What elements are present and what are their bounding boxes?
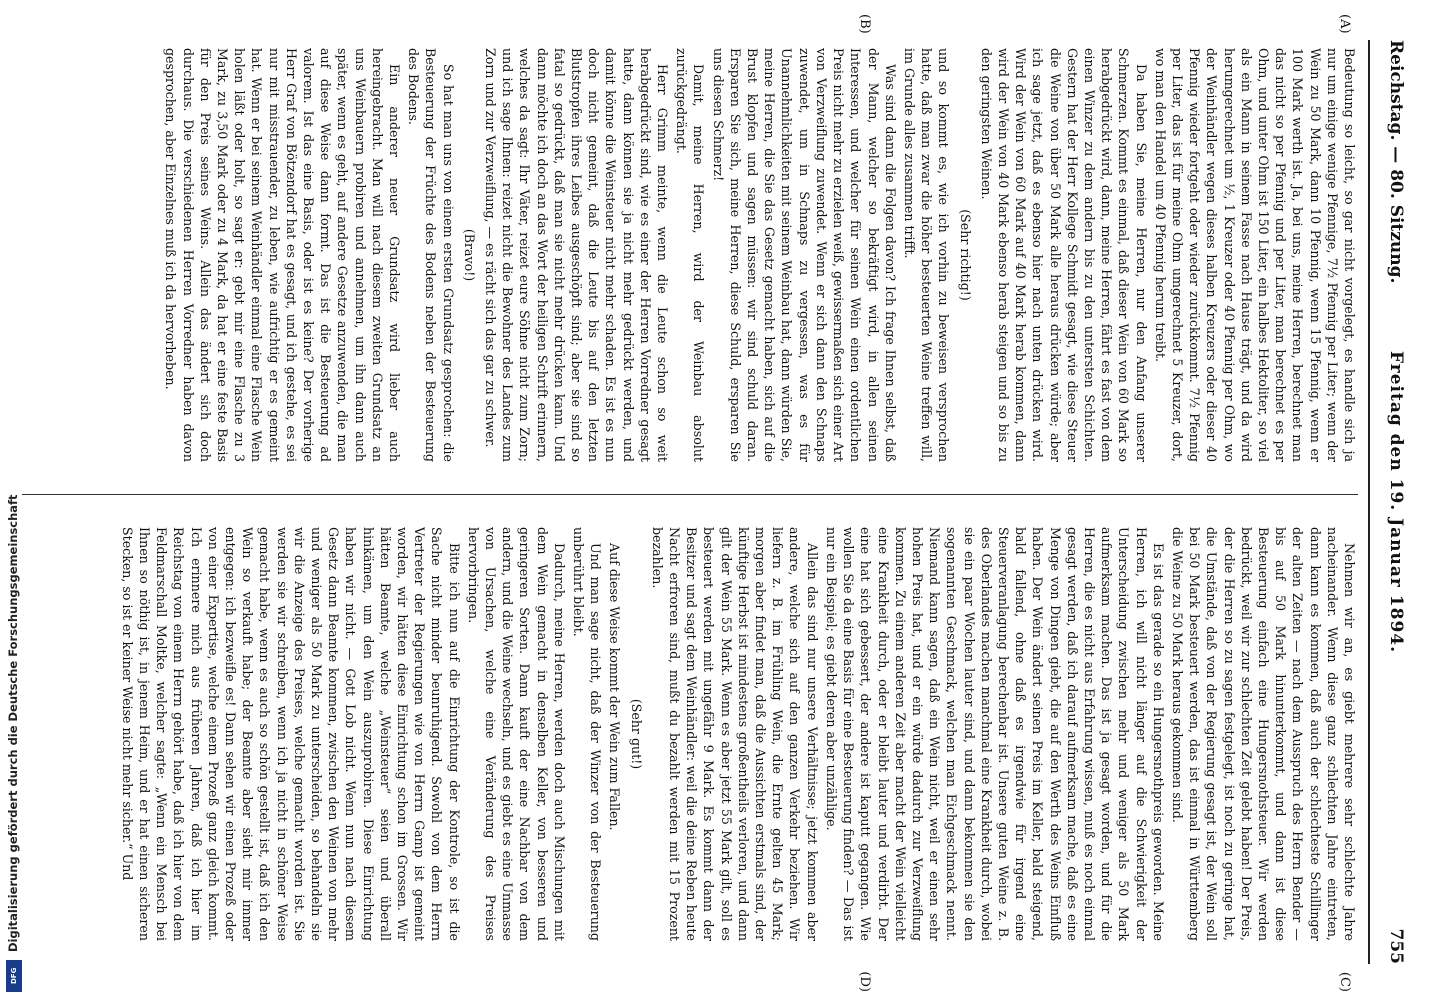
footer-credit: Digitalisierung gefördert durch die Deutsche Forschungsgemeinschaft <box>6 494 20 952</box>
interjection: (Bravo!) <box>461 228 477 282</box>
dfg-logo: DFG <box>6 960 22 992</box>
paragraph: Was sind dann die Folgen davon? Ich frage Ihnen selbst, daß der Mann, welcher so bekräftigt wird, in allen seinen Interessen, und welcher für seinen Wein einen ordentlichen Preis nicht mehr zu erzielen weiß, gewissermaßen sich einer Art von Verzweiflung zuwendet. Wenn er sich dann den Schnaps zuwendet, um in Schnaps zu vergessen, was es für Unannehmlichkeiten mit seinem Weinbau hat, dann würden Sie, meine Herren, die Sie das Gesetz gemacht haben, sich auf die Brust klopfen und sagen müssen: wir sind schuld daran. Ersparen Sie sich, meine Herren, diese Schuld, ersparen Sie uns diesen Schmerz! <box>710 48 898 462</box>
paragraph: Auf diese Weise kommt der Wein zum Fallen. <box>607 543 623 831</box>
paragraph: So hat man uns von einem ersten Grundsatz gesprochen: die Besteuerung der Früchte des Bodens neben der Besteuerung des Bodens. <box>406 48 456 462</box>
paragraph: Nehmen wir an, es giebt mehrere sehr schlechte Jahre nacheinander. Wenn diese ganz schlechten Jahre eintreten, dann kann es kommen, daß auch der schlechteste Schillinger der alten Zeiten — nach dem Ausspruch des Herrn Bender — bis auf 50 Mark hinunterkommt, und dann ist diese Besteuerung einfach eine Hungersnothsteuer. Wir werden bedrückt, weil wir zur schlechten Zeit gelebt haben! Der Preis, der die Herren so zu sagen festgelegt, ist noch zu geringe hat, die Umstände, daß von der Regierung gesagt ist, der Wein soll bei 50 Mark besteuert werden, das ist einmal in Württemberg die Weine zu 50 Mark heraus gekommen sind. <box>1169 527 1357 941</box>
paragraph: Herr Grimm meinte, wenn die Leute schon so weit herabgedrückt sind, wie es einer der Herren Vorredner gesagt hatte, dann können sie ja nicht mehr gedrückt werden, und damit könne die Weinsteuer nicht mehr schaden. Es ist es nun doch nicht gemeint, daß die Leute bis auf den letzten Blutstropfen ihres Leibes ausgeschöpft sind; aber sie sind so fatal so gedrückt, daß man sie nicht mehr drücken kann. Und dann möchte ich doch an das Wort der heiligen Schrift erinnern, welches da sagt: Ihr Väter, reizet eure Söhne nicht zum Zorn; und ich sage Ihnen: reizet nicht die Bewohner des Landes zum Zorn und zur Verzweiflung, — es rächt sich das gar zu schwer. <box>483 48 671 462</box>
paragraph: Ein anderer neuer Grundsatz wird lieber auch hereingebracht. Man will nach diesem zweiten Grundsatz an uns Weinbauern probiren und annehmen, um ihn dann auch später, wenn es geht, auf andere Gesetze anzuwenden, die man auf diese Weise dann formt. Das ist die Besteuerung ad valorem. Ist das eine Basis, oder ist es keine? Der vorherige Herr Graf von Bötzendorf hat es gesagt, und ich gestehe, es sei nur mit misstrauender, zu leben, wie aufrichtig er es gemeint hat. Wenn er bei seinem Weinhändler einmal eine Flasche Wein holen läßt oder holt, so sagt er: gebt mir eine Flasche zu 3 Mark, zu 3,50 Mark oder zu 4 Mark, da hat er eine feste Basis für den Preis seines Weins. Allein das ändert sich doch durchaus. Die verschiedenen Herren Vorredner haben davon gesprochen, aber Einzelnes muß ich da hervorheben. <box>163 48 403 462</box>
margin-marker-d: (D) <box>857 971 872 992</box>
margin-marker-c: (C) <box>1337 971 1352 992</box>
interjection: (Sehr richtig!) <box>957 209 973 301</box>
paragraph: Bitte ich nun auf die Einrichtung der Kontrole, so ist die Sache nicht minder beunruhigend. Sowohl von dem Herrn Vertreter der Regierungen wie von Herrn Gamp ist gemeint worden, wir hätten diese Einrichtung schon im Grossen. Wir hätten Beamte, welche „Weinsteuer“ seien und überall hinkämen, um den Wein auszuprobiren. Diese Einrichtung haben wir nicht. — Gott Lob nicht. Wenn nun nach diesem Gesetz dann Beamte kommen, zwischen den Weinen von mehr und weniger als 50 Mark zu unterscheiden, so behandeln sie wir die Anzeige des Preises, welche gemacht worden ist. Sie werden sie wir schreiben, wenn ich ja nicht in schöner Weise gemacht habe, wenn es auch so schön gestellt ist, daß ich den Wein so verkauft habe; der Beamte aber sieht mir immer entgegen: ich bezweifle es! Dann sehen wir einen Prozeß oder von einer Expertise, welche einem Prozeß ganz gleich kommt. Ich erinnere mich aus früheren Jahren, daß ich hier im Reichstag von einem Herrn gehört habe, daß ich hier von dem Feldmarschall Moltke, welcher sagte: „Wenn ein Mensch bei Ihnen so nöthig ist, in jenem Heim, und er hat einen sicheren Stecken, so ist er keiner Weise nicht mehr sicher.“ Und <box>119 527 462 941</box>
header-date: Freitag den 19. Januar 1894. <box>1386 350 1406 654</box>
paragraph: Dadurch, meine Herren, werden doch auch Mischungen mit dem Wein gemacht in denselben Keller, von besseren und geringeren Sorten. Dann kauft der eine Nachbar von dem andern, und die Weine wechseln, und es giebt es eine Unmasse von Ursachen, welche eine Veränderung des Preises hervorbringen. <box>465 527 567 941</box>
left-column <box>22 48 1358 462</box>
header-session: Reichstag. — 80. Sitzung. <box>1386 40 1406 284</box>
paragraph: Damit, meine Herren, wird der Weinbau absolut zurückgedrängt. <box>674 48 707 462</box>
paragraph: Und man sage nicht, daß der Winzer von der Besteuerung unberührt bleibt. <box>571 527 604 941</box>
header-rule <box>1368 40 1370 964</box>
page-number: 755 <box>1386 928 1406 964</box>
digitization-footer <box>2 0 22 1000</box>
paragraph: Es ist das gerade so ein Hungersnothpreis geworden. Meine Herren, ich will nicht länger auf die Schwierigkeit der Unterscheidung zwischen mehr und weniger als 50 Mark aufmerksam machen. Das ist ja gesagt worden, und für die Herren, die es nicht aus Erfahrung wissen, muß es noch einmal gesagt werden, daß ich darauf aufmerksam mache, daß es eine Menge von Dingen giebt, die auf den Werth des Weins Einfluß haben. Der Wein ändert seinen Preis im Keller, bald steigend, bald fallend, ohne daß es irgendwie für irgend eine Steuerveranlagung berechenbar ist. Unsere guten Weine z. B. des Oberlandes machen manchmal eine Krankheit durch, wobei sie ein paar Wochen lauter sind, und dann bekommen sie den sogenannten Geschmack, welchen man Eichgeschmack nennt. Niemand kann sagen, daß ein Wein nicht, weil er einen sehr hohen Preis hat, und er ein würde dadurch zur Verzweiflung kommen. Zu einem anderen Zeit aber macht der Wein vielleicht eine Krankheit durch, oder er bleibt lauter und verdirbt. Der eine hat sich gebessert, der andere ist kaputt gegangen. Wie wollen Sie da eine Basis für eine Besteuerung finden? — Das ist nur ein Beispiel; es giebt deren aber unzählige. <box>823 527 1166 941</box>
right-column <box>22 527 1358 941</box>
paragraph: und so kommt es, wie ich vorhin zu beweisen versprochen hatte, daß man zwar die höher besteuerten Weine treffen will, im Grunde alles zusammen trifft. <box>901 48 952 462</box>
column-divider <box>22 494 1358 495</box>
margin-marker-a: (A) <box>1337 14 1352 34</box>
page-header <box>1374 40 1414 964</box>
paragraph: Allein das sind nur unsere Verhältnisse; jetzt kommen aber andere, welche sich auf den ganzen Verkehr beziehen. Wir liefern z. B. im Frühling Wein, die Ernte gelten 45 Mark; morgen aber findet man, daß die Aussichten erstmals sind, der künftige Herbst ist mindestens großentheils verloren, und dann gilt der Wein 55 Mark. Wenn es aber jetzt 55 Mark gilt, soll es besteuert werden mit ungefähr 9 Mark. Es kommt dann der Besitzer und sagt dem Weinhändler: weil die deine Reben heute Nacht erfroren sind, mußt du bezahlt werden mit 15 Prozent bezahlen. <box>649 527 820 941</box>
paragraph: Bedeutung so leicht, so gar nicht vorgelegt, es handle sich ja nur um einige wenige Pfennige, 7½ Pfennig per Liter; wenn der Wein zu 50 Mark, dann 10 Pfennig, wenn 15 Pfennig, wenn er 100 Mark werth ist. Ja, bei uns, meine Herren, berechnet man das nicht so per Pfennig und per Liter, man berechnet es per Ohm, und unter Ohm ist 150 Liter, ein halbes Hektoliter, so viel als ein Mann in seinem Fasse nach Hause trägt, und da wird herumgerechnet um ½, 1 Kreuzer oder 40 Pfennig per Ohm, wo der Weinhändler wegen dieses halben Kreuzers oder dieser 40 Pfennig wieder fortgeht oder wieder zurückkommt. 7½ Pfennig per Liter, das ist für meine Ohm umgerechnet 5 Kreuzer, dort, wo man den Handel um 40 Pfennig herum treibt. <box>1152 48 1357 462</box>
margin-marker-b: (B) <box>857 14 872 34</box>
interjection: (Sehr gut!) <box>628 698 644 770</box>
paragraph: Da haben Sie, meine Herren, nur den Anfang unserer Schmerzen. Kommt es einmal, daß dieser Wein von 60 Mark so herabgedrückt wird, dann, meine Herren, fährt es fast von dem einen Winzer zu dem andern bis zu den untersten Schichten. Gestern hat der Herr Kollege Schmidt gesagt, wie diese Steuer die Weine von über 50 Mark alle heraus drücken würde; aber ich sage jetzt, daß es ebenso hier nach unten drücken wird. Wird der Wein von 60 Mark auf 40 Mark herab kommen, dann wird der Wein von 40 Mark ebenso herab steigen und so bis zu den geringsten Weinen. <box>978 48 1149 462</box>
